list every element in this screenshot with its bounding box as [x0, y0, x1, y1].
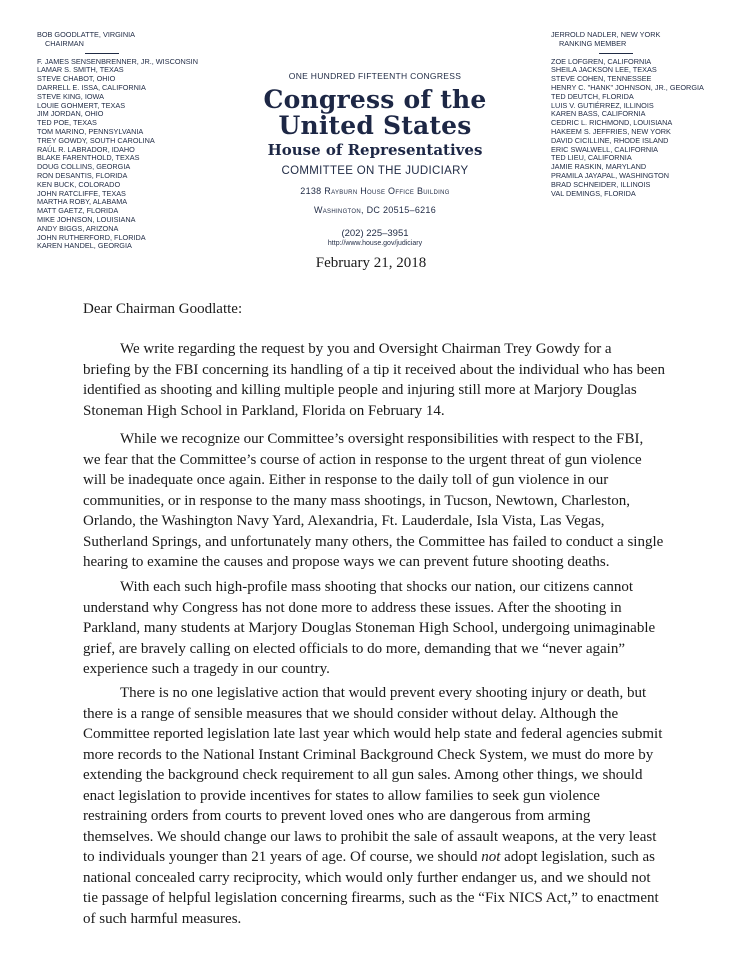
house-name: House of Representatives [267, 141, 483, 159]
member-entry: HENRY C. "HANK" JOHNSON, JR., GEORGIA [551, 82, 704, 92]
paragraph-line: enact legislation to provide incentives for states to allow families to seek gun violence [83, 787, 600, 804]
member-entry: SHEILA JACKSON LEE, TEXAS [551, 65, 657, 75]
member-entry: TED POE, TEXAS [37, 118, 97, 128]
address-line-2: Washington, DC 20515–6216 [313, 205, 437, 215]
paragraph-line: we fear that the Committee’s course of action in response to the urgent threat of gun violence [83, 451, 642, 468]
congress-name: Congress of the United States [263, 85, 487, 140]
chairman-name: BOB GOODLATTE, VIRGINIA [37, 30, 135, 39]
member-entry: DARRELL E. ISSA, CALIFORNIA [37, 82, 146, 92]
member-entry: PRAMILA JAYAPAL, WASHINGTON [551, 170, 669, 180]
member-entry: RAÚL R. LABRADOR, IDAHO [37, 144, 135, 154]
member-entry: BRAD SCHNEIDER, ILLINOIS [551, 179, 651, 189]
member-entry: ANDY BIGGS, ARIZONA [37, 223, 119, 233]
member-entry: LAMAR S. SMITH, TEXAS [37, 65, 124, 75]
member-entry: TED LIEU, CALIFORNIA [551, 153, 632, 163]
paragraph-line: While we recognize our Committee’s oversight responsibilities with respect to the FBI, [120, 431, 644, 447]
member-entry: JOHN RUTHERFORD, FLORIDA [37, 232, 146, 242]
paragraph-line: experience such a tragedy in our country. [83, 661, 330, 677]
paragraph-line: tie passage of helpful legislation concerning firearms, such as the “Fix NICS Act,” to enactment [83, 890, 659, 906]
member-entry: STEVE COHEN, TENNESSEE [551, 74, 652, 84]
paragraph-line: extending the background check requirement to all gun sales. Among other things, we should [83, 767, 643, 783]
paragraph-line: We write regarding the request by you and Oversight Chairman Trey Gowdy for a [120, 341, 612, 357]
phone-number: (202) 225–3951 [341, 228, 409, 239]
chairman-title: CHAIRMAN [45, 38, 84, 48]
member-entry: MATT GAETZ, FLORIDA [37, 206, 119, 216]
member-entry: JAMIE RASKIN, MARYLAND [551, 162, 647, 172]
address-line-1: 2138 Rayburn House Office Building [300, 186, 450, 196]
member-entry: TREY GOWDY, SOUTH CAROLINA [37, 135, 155, 145]
member-entry: JOHN RATCLIFFE, TEXAS [37, 188, 126, 198]
letter-date: February 21, 2018 [315, 255, 427, 271]
member-entry: DAVID CICILLINE, RHODE ISLAND [551, 135, 669, 145]
member-entry: MARTHA ROBY, ALABAMA [37, 197, 128, 207]
paragraph-line: With each such high-profile mass shooting that shocks our nation, our citizens cannot [120, 579, 634, 595]
column-divider [599, 53, 633, 54]
ranking-member-title: RANKING MEMBER [559, 38, 627, 48]
paragraph-line: There is no one legislative action that would prevent every shooting injury or death, but [120, 685, 647, 701]
member-entry: LUIS V. GUTIÉRREZ, ILLINOIS [551, 100, 654, 110]
body-paragraph [83, 683, 663, 929]
paragraph-line: themselves. We should change our laws to prohibit the sale of assault weapons, at the very least [83, 828, 657, 845]
member-entry: VAL DEMINGS, FLORIDA [551, 188, 636, 198]
member-entry: F. JAMES SENSENBRENNER, JR., WISCONSIN [37, 56, 198, 66]
member-entry: MIKE JOHNSON, LOUISIANA [37, 214, 136, 224]
paragraph-line: Sutherland Springs, and unfortunately many others, the Committee has failed to conduct a single [83, 533, 664, 550]
paragraph-line: identified as shooting and killing multiple people and injuring still more at Marjory Douglas [83, 382, 637, 398]
member-entry: KAREN HANDEL, GEORGIA [37, 241, 132, 251]
body-paragraph [83, 429, 664, 573]
member-entry: STEVE KING, IOWA [37, 91, 105, 101]
member-entry: TED DEUTCH, FLORIDA [551, 91, 634, 101]
paragraph-line: to individuals younger than 21 years of age. Of course, we should not adopt legislation, such as [83, 849, 655, 865]
member-entry: DOUG COLLINS, GEORGIA [37, 162, 131, 172]
congress-number: ONE HUNDRED FIFTEENTH CONGRESS [288, 71, 462, 81]
paragraph-line: more records to the National Instant Criminal Background Check System, we must do more by [83, 746, 654, 763]
paragraph-line: hearing to examine the causes and propose ways we can prevent future shooting deaths. [83, 554, 610, 570]
member-entry: HAKEEM S. JEFFRIES, NEW YORK [551, 126, 671, 136]
committee-name: COMMITTEE ON THE JUDICIARY [281, 165, 469, 177]
member-entry: RON DESANTIS, FLORIDA [37, 170, 128, 180]
paragraph-line: communities, or in response to the many mass shootings, in Tucson, Newtown, Charleston, [83, 492, 631, 509]
member-entry: JIM JORDAN, OHIO [37, 109, 104, 119]
body-paragraph [83, 577, 658, 680]
paragraph-line: Orlando, the Washington Navy Yard, Alexandria, Ft. Lauderdale, Isla Vista, Las Vegas, [83, 513, 605, 529]
paragraph-line: understand why Congress has not done more to address these issues. After the shooting in [83, 599, 622, 616]
ranking-member-name: JERROLD NADLER, NEW YORK [551, 30, 661, 39]
member-entry: ERIC SWALWELL, CALIFORNIA [551, 144, 659, 154]
paragraph-line: there is a range of sensible measures that we should consider without delay. Although the [83, 705, 619, 722]
paragraph-line: national concealed carry reciprocity, which would only further endanger us, and we should not [83, 869, 651, 886]
letterhead [215, 71, 535, 247]
member-entry: STEVE CHABOT, OHIO [37, 74, 116, 84]
member-entry: LOUIE GOHMERT, TEXAS [37, 100, 126, 110]
website-url[interactable]: http://www.house.gov/judiciary [327, 240, 423, 247]
paragraph-line: grief, are bravely calling on elected officials to do more, demanding that we “never again” [83, 640, 625, 657]
member-entry: TOM MARINO, PENNSYLVANIA [37, 126, 144, 136]
paragraph-line: Committee reported legislation late last year which would help state and federal agencies submit [83, 726, 663, 742]
column-divider [85, 53, 119, 54]
member-entry: CEDRIC L. RICHMOND, LOUISIANA [551, 118, 673, 128]
member-entry: KEN BUCK, COLORADO [37, 179, 121, 189]
body-paragraph [83, 339, 665, 421]
minority-members-column [551, 31, 726, 198]
minority-member-list [551, 58, 726, 199]
member-entry: BLAKE FARENTHOLD, TEXAS [37, 153, 140, 163]
majority-member-list [37, 58, 222, 252]
member-entry: KAREN BASS, CALIFORNIA [551, 109, 646, 119]
member-entry: ZOE LOFGREN, CALIFORNIA [551, 56, 652, 66]
paragraph-line: Parkland, many students at Marjory Douglas Stoneman High School, undergoing unimaginable [83, 620, 656, 636]
paragraph-line: restraining orders from courts to prevent loved ones who are dangerous from arming [83, 808, 591, 824]
paragraph-line: will be inadequate once again. Either in response to the daily toll of gun violence in our [83, 472, 609, 488]
paragraph-line: of such harmful measures. [83, 910, 242, 927]
paragraph-line: briefing by the FBI concerning its handling of a tip it received about the individual who has been [83, 361, 665, 378]
majority-members-column [37, 31, 222, 251]
salutation: Dear Chairman Goodlatte: [83, 301, 243, 317]
paragraph-line: Stoneman High School in Parkland, Florida on February 14. [83, 402, 445, 419]
